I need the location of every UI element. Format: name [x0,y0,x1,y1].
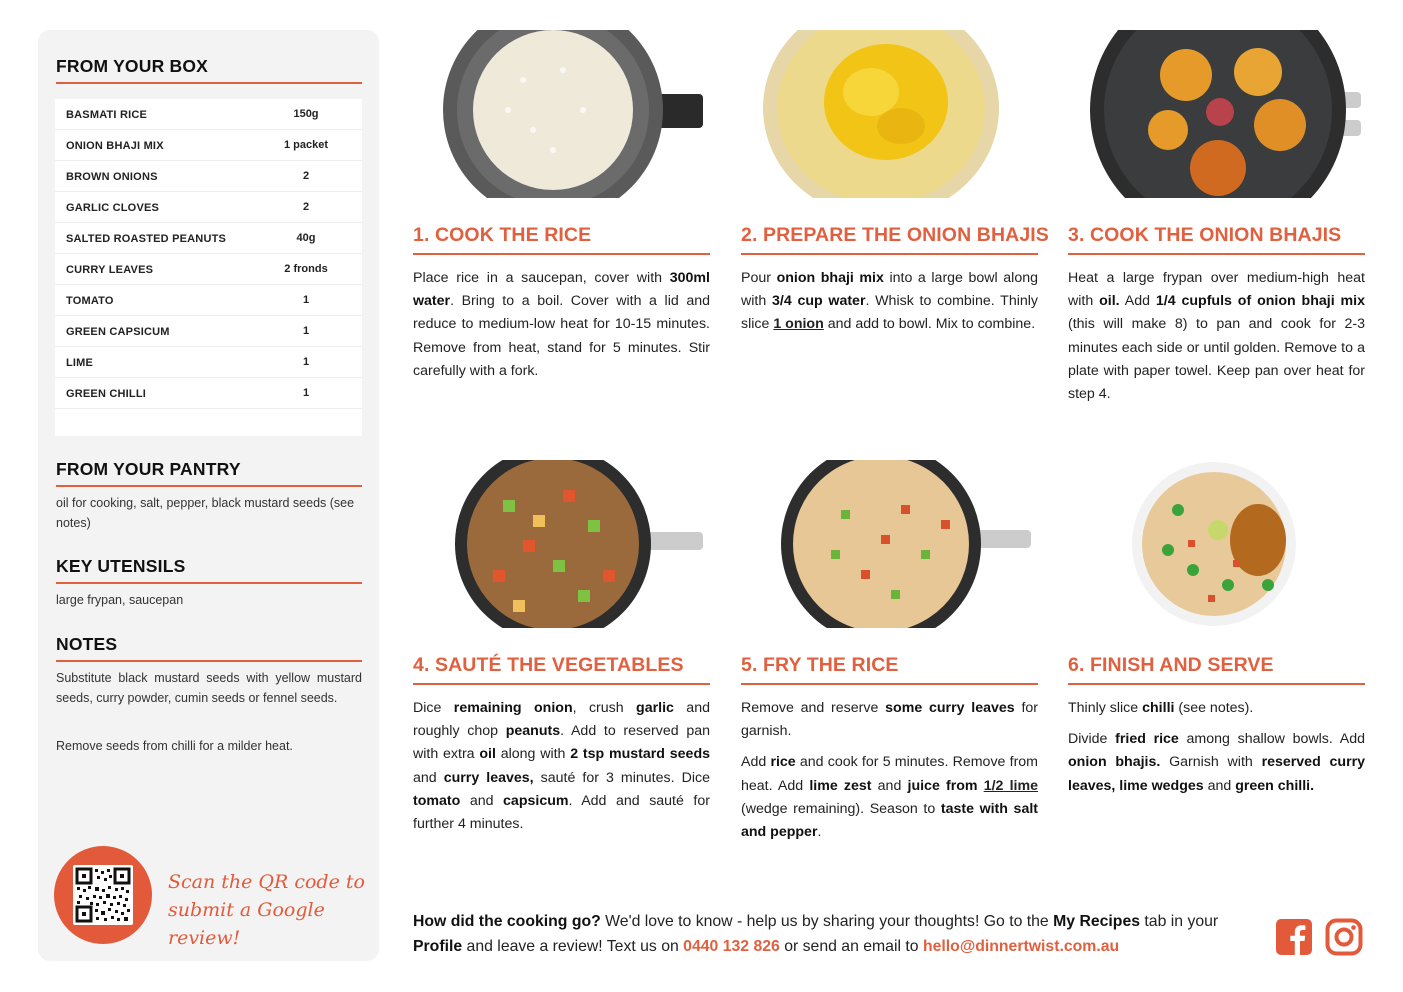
facebook-icon[interactable] [1275,918,1313,956]
step-1-body: Place rice in a saucepan, cover with 300ml water. Bring to a boil. Cover with a lid and reduce to medium-low heat for 10-15 minutes. Remove from heat, stand for 5 minutes. Stir carefully with a fork. [413,270,710,379]
ingredient-name: GREEN CAPSICUM [66,326,170,338]
step-1-title: 1. COOK THE RICE [413,224,592,246]
sidebar [38,30,379,961]
utensils-title: KEY UTENSILS [56,556,186,576]
step-6-body: Thinly slice chilli (see notes). Divide fried rice among shallow bowls. Add onion bhajis. Garnish with reserved curry leaves, lime wedges and green chilli. [1068,700,1366,794]
utensils-text: large frypan, saucepan [56,593,184,607]
step-5-rule [741,683,1038,685]
step-5-photo [741,460,1038,628]
qr-caption-line-2: submit a Google review! [168,899,325,949]
ingredient-row [55,316,362,347]
pantry-title: FROM YOUR PANTRY [56,459,241,479]
step-2-title: 2. PREPARE THE ONION BHAJIS [741,224,1049,246]
step-6-title: 6. FINISH AND SERVE [1068,654,1274,676]
step-2-photo [741,30,1038,198]
qr-caption-line-1: Scan the QR code to [168,871,365,893]
instagram-icon[interactable] [1325,918,1363,956]
notes-text-2: Remove seeds from chilli for a milder heat. [56,739,293,753]
ingredient-row [55,347,362,378]
notes-text-1: Substitute black mustard seeds with yellow mustard seeds, curry powder, cumin seeds or fennel seeds. [56,671,362,705]
ingredient-qty: 1 packet [283,139,329,151]
ingredient-qty: 1 [302,325,310,337]
step-4-rule [413,683,710,685]
ingredient-name: GARLIC CLOVES [66,202,160,214]
ingredient-qty: 1 [302,387,310,399]
qr-badge[interactable] [54,846,152,944]
pantry-text: oil for cooking, salt, pepper, black mustard seeds (see notes) [56,496,355,530]
ingredient-row [55,285,362,316]
ingredient-qty: 2 [302,201,310,213]
ingredient-name: CURRY LEAVES [66,264,154,276]
step-5-title: 5. FRY THE RICE [741,654,899,676]
ingredient-name: BROWN ONIONS [66,171,158,183]
box-title: FROM YOUR BOX [56,56,209,76]
step-3-title: 3. COOK THE ONION BHAJIS [1068,224,1342,246]
step-3-photo [1068,30,1365,198]
ingredient-name: SALTED ROASTED PEANUTS [66,233,227,245]
ingredient-name: ONION BHAJI MIX [66,140,164,152]
box-title-rule [56,82,362,84]
ingredient-row [55,192,362,223]
ingredient-row [55,130,362,161]
ingredients-table [55,99,362,436]
ingredient-qty: 2 fronds [284,263,328,275]
notes-title: NOTES [56,634,118,654]
ingredient-row [55,161,362,192]
footer-text: How did the cooking go? We'd love to know - help us by sharing your thoughts! Go to the My Recipes tab in your Profile and leave a review! Text us on 0440 132 826 or send an email to hello@dinnertwist.com.au [413,913,1219,955]
ingredient-row [55,378,362,409]
ingredient-name: LIME [66,357,94,369]
step-6-rule [1068,683,1365,685]
notes-title-rule [56,660,362,662]
ingredient-name: TOMATO [66,295,114,307]
step-3-body: Heat a large frypan over medium-high heat with oil. Add 1/4 cupfuls of onion bhaji mix (this will make 8) to pan and cook for 2-3 minutes each side or until golden. Remove to a plate with paper towel. Keep pan over heat for step 4. [1068,270,1365,403]
ingredient-qty: 1 [302,356,310,368]
utensils-title-rule [56,582,362,584]
step-1-photo [413,30,710,198]
step-2-rule [741,253,1038,255]
ingredient-name: BASMATI RICE [66,109,148,121]
qr-caption [168,868,368,952]
ingredient-name: GREEN CHILLI [66,388,147,400]
step-3-rule [1068,253,1365,255]
ingredient-qty: 2 [302,170,310,182]
step-1-rule [413,253,710,255]
step-4-body: Dice remaining onion, crush garlic and roughly chop peanuts. Add to reserved pan with extra oil along with 2 tsp mustard seeds and curry leaves, sauté for 3 minutes. Dice tomato and capsicum. Add and sauté for further 4 minutes. [413,700,711,833]
pantry-title-rule [56,485,362,487]
phone-link[interactable]: 0440 132 826 [683,938,780,955]
ingredient-row [55,223,362,254]
step-4-photo [413,460,710,628]
step-6-photo [1068,460,1365,628]
step-4-title: 4. SAUTÉ THE VEGETABLES [413,654,684,676]
ingredient-row [55,254,362,285]
step-2-body: Pour onion bhaji mix into a large bowl along with 3/4 cup water. Whisk to combine. Thinly slice 1 onion and add to bowl. Mix to combine. [741,270,1038,333]
ingredient-qty: 1 [302,294,310,306]
qr-code-icon[interactable] [73,865,133,925]
email-link[interactable]: hello@dinnertwist.com.au [922,938,1120,955]
ingredient-qty: 150g [293,108,319,120]
ingredient-row [55,99,362,130]
step-5-body: Remove and reserve some curry leaves for garnish. Add rice and cook for 5 minutes. Remove from heat. Add lime zest and juice from 1/2 lime (wedge remaining). Season to taste with salt and pepper. [741,700,1039,841]
ingredient-qty: 40g [296,232,316,244]
